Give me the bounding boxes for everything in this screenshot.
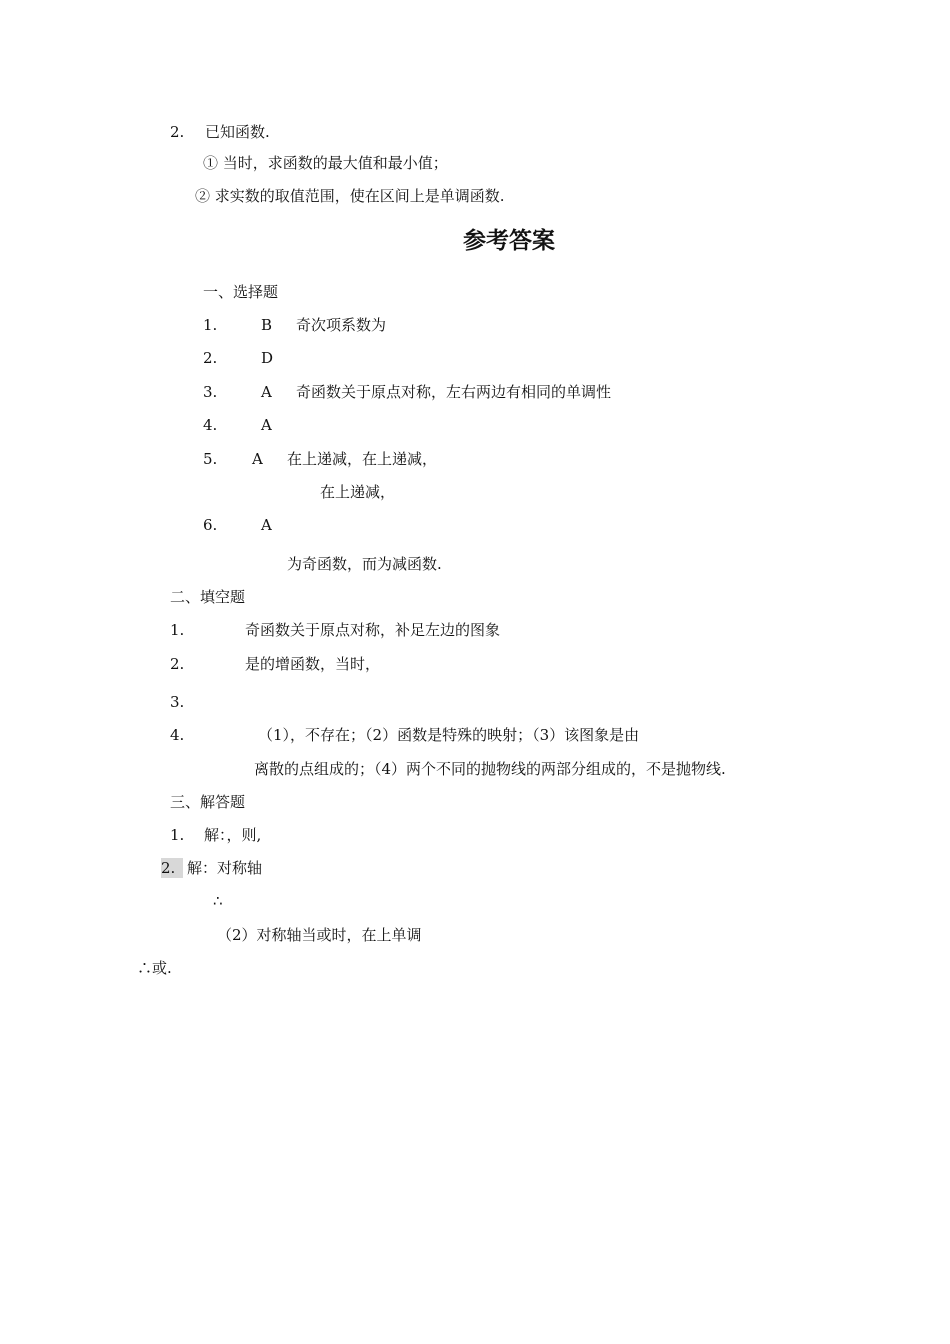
choice-item-num: 1. (203, 316, 218, 334)
section-heading-choice: 一、选择题 (203, 283, 279, 301)
choice-item-note: 奇次项系数为 (296, 316, 387, 334)
fill-item-num: 4. (170, 726, 185, 744)
fill-item-continuation: 离散的点组成的；（4）两个不同的抛物线的两部分组成的，不是抛物线. (254, 760, 726, 778)
choice-item-num: 3. (203, 383, 218, 401)
solve-item-text: 解：，则, (204, 826, 262, 844)
solve-part-2: （2）对称轴当或时，在上单调 (217, 926, 422, 944)
fill-item-num: 3. (170, 693, 185, 711)
choice-item-letter: A (261, 516, 272, 534)
fill-item-num: 2. (170, 655, 185, 673)
fill-item-text: （1），不存在；（2）函数是特殊的映射；（3）该图象是由 (258, 726, 640, 744)
choice-item-num: 2. (203, 349, 218, 367)
choice-item-continuation: 在上递减， (320, 483, 396, 501)
choice-item-num: 4. (203, 416, 218, 434)
section-heading-fill: 二、填空题 (170, 588, 246, 606)
solve-conclusion: ∴或. (137, 959, 172, 977)
solve-item-num: 1. (170, 826, 185, 844)
choice-item-continuation: 为奇函数，而为减函数. (287, 555, 442, 573)
therefore-symbol: ∴ (213, 892, 223, 910)
answer-title: 参考答案 (463, 228, 555, 254)
solve-item-text: 解：对称轴 (187, 859, 263, 877)
choice-item-num: 6. (203, 516, 218, 534)
choice-item-letter: A (252, 450, 263, 468)
section-heading-solve: 三、解答题 (170, 793, 246, 811)
choice-item-letter: B (261, 316, 273, 334)
fill-item-text: 是的增函数，当时， (245, 655, 381, 673)
choice-item-note: 在上递减，在上递减， (287, 450, 438, 468)
question-number: 2. (170, 123, 185, 141)
choice-item-letter: A (261, 416, 272, 434)
choice-item-letter: A (261, 383, 272, 401)
choice-item-num: 5. (203, 450, 218, 468)
question-stem: 已知函数. (205, 123, 270, 141)
fill-item-text: 奇函数关于原点对称，补足左边的图象 (245, 621, 501, 639)
choice-item-letter: D (261, 349, 274, 367)
question-part-2: ② 求实数的取值范围，使在区间上是单调函数. (195, 187, 505, 205)
fill-item-num: 1. (170, 621, 185, 639)
choice-item-note: 奇函数关于原点对称，左右两边有相同的单调性 (296, 383, 612, 401)
question-part-1: ① 当时，求函数的最大值和最小值； (203, 154, 448, 172)
solve-item-num-highlighted: 2. (161, 858, 183, 878)
